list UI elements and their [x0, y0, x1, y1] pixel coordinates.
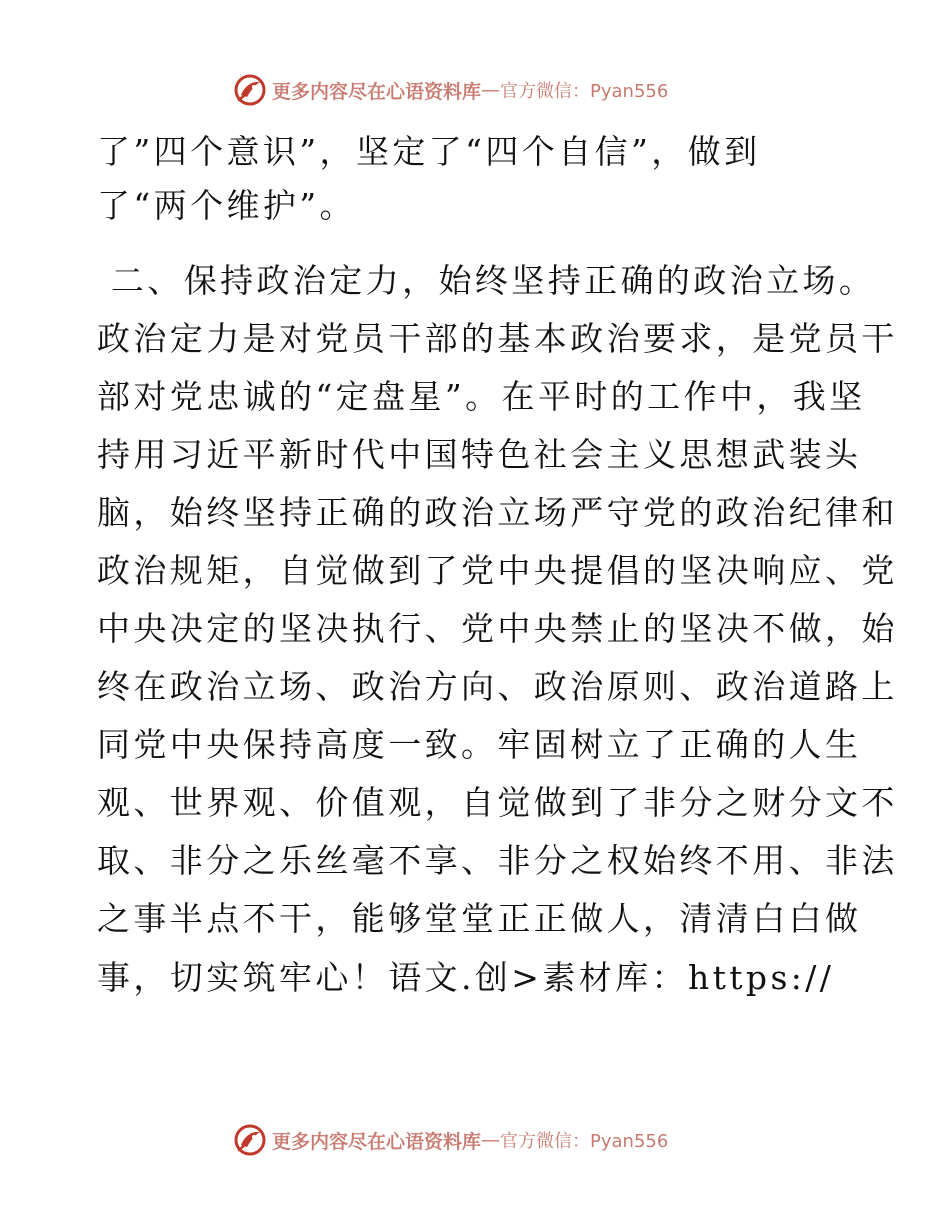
text-line: 取、非分之乐丝毫不享、非分之权始终不用、非法: [97, 841, 898, 880]
text-line: 政治定力是对党员干部的基本政治要求，是党员干: [97, 319, 898, 358]
watermark-separator: —: [481, 79, 501, 101]
text-line: 了“两个维护”。: [97, 186, 356, 225]
watermark-brand: 更多内容尽在心语资料库: [272, 80, 482, 103]
watermark-separator: —: [481, 1129, 501, 1151]
text-line: 之事半点不干，能够堂堂正正做人，清清白白做: [97, 899, 862, 938]
text-line: 二、保持政治定力，始终坚持正确的政治立场。: [97, 261, 876, 300]
watermark-contact: 官方微信：Pyan556: [500, 81, 669, 102]
footer-watermark: [233, 1123, 668, 1157]
text-line: 终在政治立场、政治方向、政治原则、政治道路上: [97, 667, 898, 706]
text-line: 了”四个意识”，坚定了“四个自信”，做到: [97, 132, 761, 171]
text-line: 政治规矩，自觉做到了党中央提倡的坚决响应、党: [97, 551, 898, 590]
watermark-brand: 更多内容尽在心语资料库: [272, 1130, 482, 1153]
text-line: 中央决定的坚决执行、党中央禁止的坚决不做，始: [97, 609, 898, 648]
brand-logo-icon: [233, 1123, 267, 1157]
watermark-contact: 官方微信：Pyan556: [500, 1131, 669, 1152]
text-line: 脑，始终坚持正确的政治立场严守党的政治纪律和: [97, 493, 898, 532]
text-line: 持用习近平新时代中国特色社会主义思想武装头: [97, 435, 862, 474]
text-line: 同党中央保持高度一致。牢固树立了正确的人生: [97, 725, 862, 764]
text-line: 事，切实筑牢心！语文.创>素材库：https://: [97, 958, 835, 997]
brand-logo-icon: [233, 73, 267, 107]
text-line: 部对党忠诚的“定盘星”。在平时的工作中，我坚: [97, 377, 866, 416]
header-watermark: [233, 73, 668, 107]
text-line: 观、世界观、价值观，自觉做到了非分之财分文不: [97, 783, 898, 822]
